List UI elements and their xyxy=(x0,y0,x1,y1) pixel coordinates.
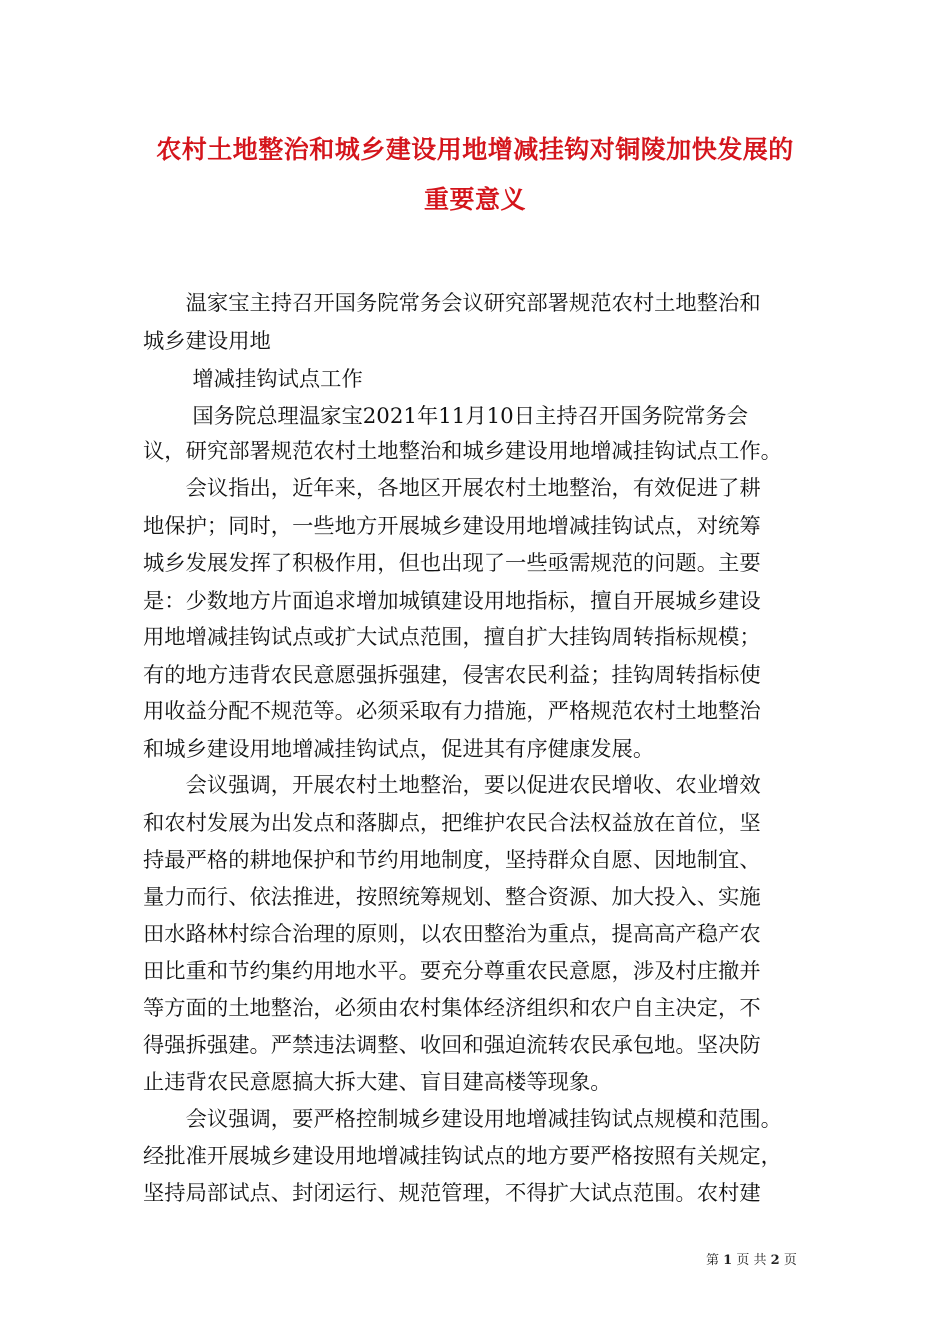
body-line: 得强拆强建。严禁违法调整、收回和强迫流转农民承包地。坚决防 xyxy=(143,1033,761,1058)
body-line: 坚持局部试点、封闭运行、规范管理，不得扩大试点范围。农村建 xyxy=(143,1181,761,1206)
document-title-line-1: 农村土地整治和城乡建设用地增减挂钩对铜陵加快发展的 xyxy=(156,135,794,164)
body-line: 等方面的土地整治，必须由农村集体经济组织和农户自主决定，不 xyxy=(143,996,761,1021)
body-line: 地保护；同时，一些地方开展城乡建设用地增减挂钩试点，对统筹 xyxy=(143,514,761,539)
body-line: 田比重和节约集约用地水平。要充分尊重农民意愿，涉及村庄撤并 xyxy=(143,959,761,984)
body-line: 城乡建设用地 xyxy=(143,329,271,354)
body-line: 城乡发展发挥了积极作用，但也出现了一些亟需规范的问题。主要 xyxy=(143,551,761,576)
body-line: 止违背农民意愿搞大拆大建、盲目建高楼等现象。 xyxy=(143,1070,612,1095)
document-title-line-2: 重要意义 xyxy=(423,185,526,214)
body-line: 有的地方违背农民意愿强拆强建，侵害农民利益；挂钩周转指标使 xyxy=(143,663,761,688)
footer-middle: 页 共 xyxy=(736,1253,767,1268)
body-line: 用收益分配不规范等。必须采取有力措施，严格规范农村土地整治 xyxy=(143,699,761,724)
body-line: 和城乡建设用地增减挂钩试点，促进其有序健康发展。 xyxy=(143,737,655,762)
body-line: 是：少数地方片面追求增加城镇建设用地指标，擅自开展城乡建设 xyxy=(143,589,761,614)
footer-total-pages: 2 xyxy=(770,1253,780,1268)
body-line: 会议强调，要严格控制城乡建设用地增减挂钩试点规模和范围。 xyxy=(143,1107,782,1132)
body-line: 国务院总理温家宝2021年11月10日主持召开国务院常务会 xyxy=(143,404,748,429)
footer-current-page: 1 xyxy=(723,1253,733,1268)
body-line: 用地增减挂钩试点或扩大试点范围，擅自扩大挂钩周转指标规模； xyxy=(143,625,761,650)
footer-prefix: 第 xyxy=(706,1253,720,1268)
body-line: 议，研究部署规范农村土地整治和城乡建设用地增减挂钩试点工作。 xyxy=(143,439,782,464)
body-line: 温家宝主持召开国务院常务会议研究部署规范农村土地整治和 xyxy=(143,291,761,316)
body-line: 田水路林村综合治理的原则，以农田整治为重点，提高高产稳产农 xyxy=(143,922,761,947)
body-line: 经批准开展城乡建设用地增减挂钩试点的地方要严格按照有关规定， xyxy=(143,1144,782,1169)
body-line: 持最严格的耕地保护和节约用地制度，坚持群众自愿、因地制宜、 xyxy=(143,848,761,873)
body-line: 增减挂钩试点工作 xyxy=(143,367,363,392)
body-line: 和农村发展为出发点和落脚点，把维护农民合法权益放在首位，坚 xyxy=(143,811,761,836)
page-number-footer xyxy=(706,1249,797,1268)
footer-suffix: 页 xyxy=(783,1253,797,1268)
body-line: 会议强调，开展农村土地整治，要以促进农民增收、农业增效 xyxy=(143,773,761,798)
body-line: 量力而行、依法推进，按照统筹规划、整合资源、加大投入、实施 xyxy=(143,885,761,910)
body-line: 会议指出，近年来，各地区开展农村土地整治，有效促进了耕 xyxy=(143,476,761,501)
